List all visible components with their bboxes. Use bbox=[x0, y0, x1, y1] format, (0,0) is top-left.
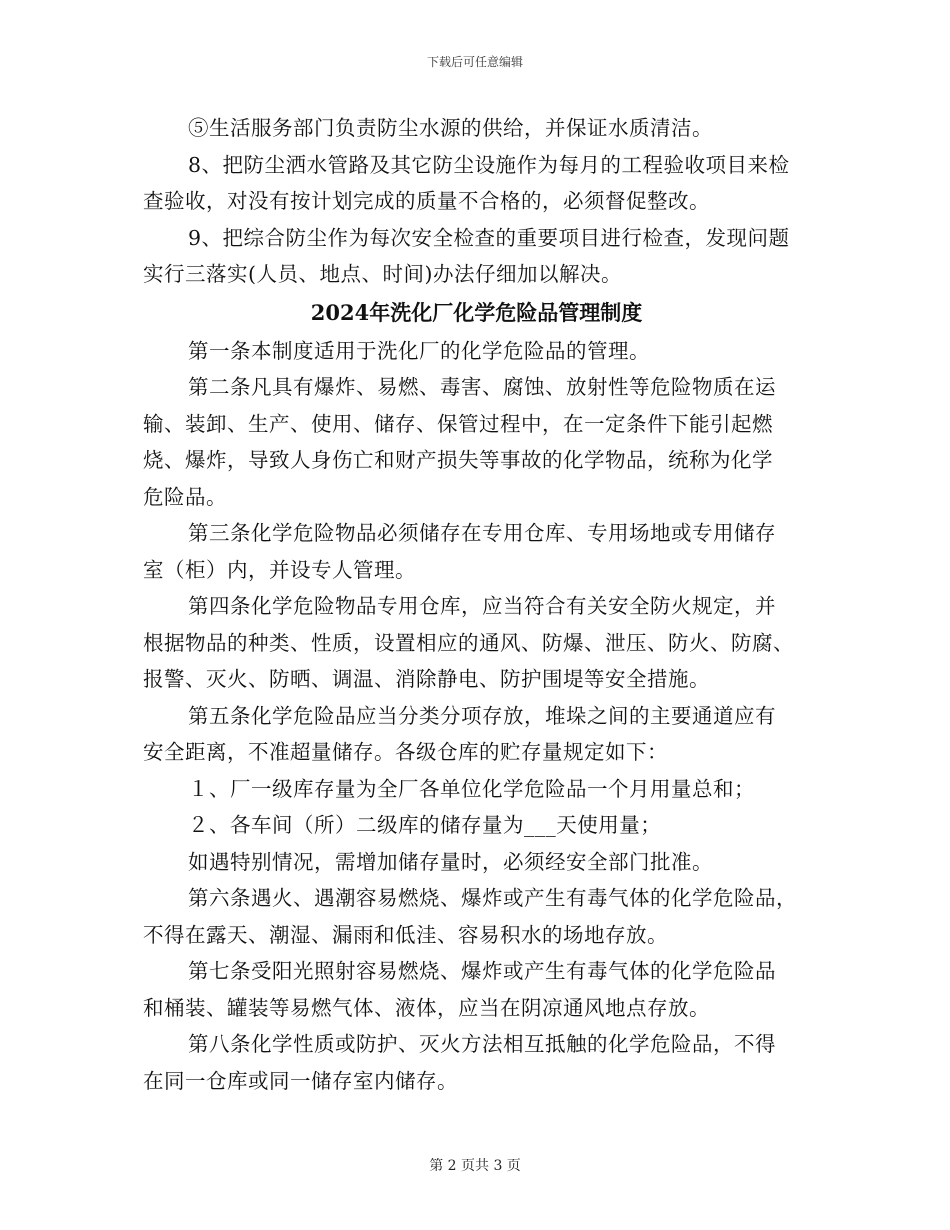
paragraph-line: ⑤生活服务部门负责防尘水源的供给，并保证水质清洁。 bbox=[188, 116, 713, 140]
paragraph-line: 第三条化学危险物品必须储存在专用仓库、专用场地或专用储存 bbox=[188, 521, 776, 545]
paragraph-line: 第八条化学性质或防护、灭火方法相互抵触的化学危险品，不得 bbox=[188, 1032, 776, 1056]
document-body bbox=[143, 110, 810, 1099]
paragraph-line: 第五条化学危险品应当分类分项存放，堆垛之间的主要通道应有 bbox=[188, 703, 776, 728]
paragraph-line: 如遇特别情况，需增加储存量时，必须经安全部门批准。 bbox=[188, 849, 713, 874]
page-header: 下载后可任意编辑 bbox=[426, 55, 523, 69]
paragraph-line: 查验收，对没有按计划完成的质量不合格的，必须督促整改。 bbox=[143, 189, 710, 213]
paragraph-line: 报警、灭火、防晒、调温、消除静电、防护围堤等安全措施。 bbox=[143, 667, 710, 691]
list-item: １、厂一级库存量为全厂各单位化学危险品一个月用量总和； bbox=[188, 776, 755, 801]
paragraph-line: 8、把防尘洒水管路及其它防尘设施作为每月的工程验收项目来检 bbox=[188, 152, 790, 177]
paragraph-line: 9、把综合防尘作为每次安全检查的重要项目进行检查，发现问题 bbox=[188, 225, 790, 250]
paragraph-line: 不得在露天、潮湿、漏雨和低洼、容易积水的场地存放。 bbox=[143, 922, 668, 947]
paragraph-line: 和桶装、罐装等易燃气体、液体，应当在阴凉通风地点存放。 bbox=[143, 995, 710, 1020]
page-footer: 第 2 页共 3 页 bbox=[429, 1158, 521, 1174]
paragraph-line: 根据物品的种类、性质，设置相应的通风、防爆、泄压、防火、防腐、 bbox=[143, 630, 794, 655]
paragraph-line: 在同一仓库或同一储存室内储存。 bbox=[143, 1068, 458, 1093]
paragraph-line: 烧、爆炸，导致人身伤亡和财产损失等事故的化学物品，统称为化学 bbox=[143, 448, 773, 472]
paragraph-line: 第二条凡具有爆炸、易燃、毒害、腐蚀、放射性等危险物质在运 bbox=[188, 375, 776, 399]
paragraph-line: 输、装卸、生产、使用、储存、保管过程中，在一定条件下能引起燃 bbox=[143, 411, 773, 436]
paragraph-line: 第六条遇火、遇潮容易燃烧、爆炸或产生有毒气体的化学危险品， bbox=[188, 886, 797, 910]
paragraph-line: 第一条本制度适用于洗化厂的化学危险品的管理。 bbox=[188, 338, 650, 363]
paragraph-line: 第七条受阳光照射容易燃烧、爆炸或产生有毒气体的化学危险品 bbox=[188, 959, 776, 983]
list-item: ２、各车间（所）二级库的储存量为___天使用量； bbox=[188, 813, 662, 837]
paragraph-line: 实行三落实(人员、地点、时间)办法仔细加以解决。 bbox=[143, 262, 622, 286]
paragraph-line: 危险品。 bbox=[143, 484, 227, 509]
paragraph-line: 第四条化学危险物品专用仓库，应当符合有关安全防火规定，并 bbox=[188, 594, 776, 618]
paragraph-line: 室（柜）内，并设专人管理。 bbox=[143, 557, 416, 582]
paragraph-line: 安全距离，不准超量储存。各级仓库的贮存量规定如下： bbox=[143, 740, 668, 764]
section-title: 2024年洗化厂化学危险品管理制度 bbox=[310, 299, 643, 325]
